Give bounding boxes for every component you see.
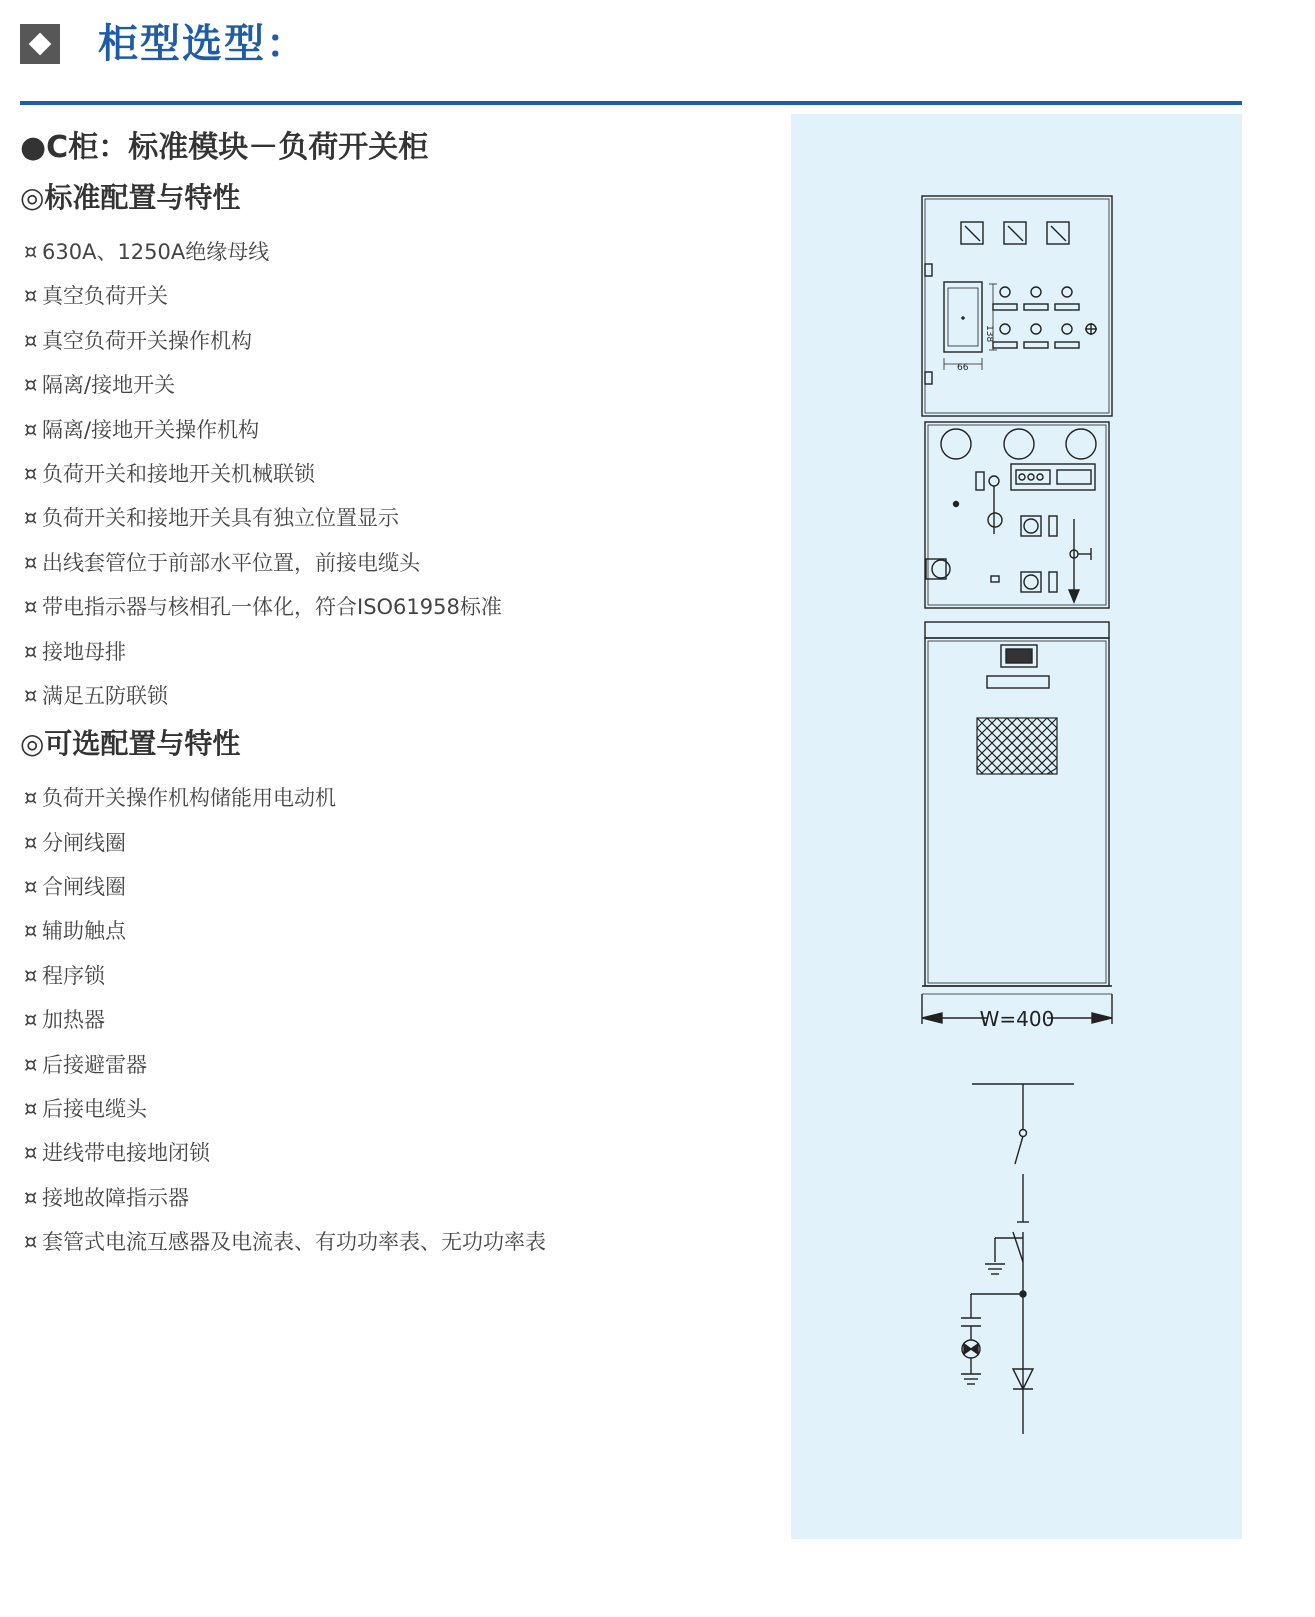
- list-item-text: 合闸线圈: [42, 875, 126, 900]
- list-item: [20, 821, 760, 865]
- list-item: [20, 363, 760, 407]
- list-item: [20, 230, 760, 274]
- list-item: [20, 452, 760, 496]
- list-item: [20, 674, 760, 718]
- list-item-text: 程序锁: [42, 963, 105, 988]
- list-item: [20, 1131, 760, 1175]
- dim-138-label: 138: [984, 325, 994, 343]
- bullet-marker: ¤: [24, 830, 38, 855]
- list-item: [20, 909, 760, 953]
- optional-config-title: ◎可选配置与特性: [20, 727, 241, 761]
- bullet-marker: ¤: [24, 1230, 38, 1255]
- cabinet-description: [20, 126, 760, 1265]
- bullet-marker: ¤: [24, 1008, 38, 1033]
- list-item-text: 负荷开关操作机构储能用电动机: [42, 786, 336, 811]
- list-item: [20, 630, 760, 674]
- list-item-text: 辅助触点: [42, 919, 126, 944]
- list-item: [20, 1043, 760, 1087]
- list-item-text: 接地故障指示器: [42, 1185, 189, 1210]
- meter-icons: [961, 222, 1069, 244]
- optional-config-list: [20, 776, 760, 1264]
- list-item: [20, 585, 760, 629]
- indicator-lamps: [993, 287, 1097, 348]
- bullet-marker: ¤: [24, 1141, 38, 1166]
- bullet-marker: ¤: [24, 595, 38, 620]
- width-label: W=400: [979, 1007, 1055, 1031]
- bullet-marker: ¤: [24, 1097, 38, 1122]
- list-item-text: 隔离/接地开关操作机构: [42, 417, 260, 442]
- list-item-text: 后接避雷器: [42, 1052, 147, 1077]
- list-item-text: 进线带电接地闭锁: [42, 1141, 210, 1166]
- header-diamond-icon: [20, 24, 60, 64]
- cable-compartment: [925, 638, 1109, 986]
- list-item: [20, 865, 760, 909]
- list-item-text: 负荷开关和接地开关机械联锁: [42, 461, 315, 486]
- bullet-marker: ¤: [24, 417, 38, 442]
- list-item-text: 630A、1250A绝缘母线: [42, 240, 270, 264]
- bullet-marker: ¤: [24, 550, 38, 575]
- bullet-marker: ¤: [24, 1052, 38, 1077]
- bullet-marker: ¤: [24, 506, 38, 531]
- bullet-marker: ¤: [24, 373, 38, 398]
- list-item-text: 真空负荷开关: [42, 284, 168, 309]
- bullet-marker: ¤: [24, 240, 38, 264]
- list-item: [20, 274, 760, 318]
- bullet-marker: ¤: [24, 284, 38, 309]
- list-item-text: 负荷开关和接地开关具有独立位置显示: [42, 506, 399, 531]
- dim-66-label: 66: [957, 363, 969, 373]
- list-item: [20, 954, 760, 998]
- bullet-marker: ¤: [24, 328, 38, 353]
- bullet-marker: ¤: [24, 1185, 38, 1210]
- standard-config-list: [20, 230, 760, 718]
- list-item: [20, 776, 760, 820]
- list-item-text: 接地母排: [42, 639, 126, 664]
- bullet-marker: ¤: [24, 786, 38, 811]
- list-item-text: 加热器: [42, 1008, 105, 1033]
- bullet-marker: ¤: [24, 919, 38, 944]
- list-item: [20, 1220, 760, 1264]
- list-item-text: 分闸线圈: [42, 830, 126, 855]
- bullet-marker: ¤: [24, 963, 38, 988]
- cabinet-drawing: [791, 114, 1242, 1539]
- list-item-text: 满足五防联锁: [42, 683, 168, 708]
- list-item: [20, 998, 760, 1042]
- list-item-text: 后接电缆头: [42, 1097, 147, 1122]
- mechanism-compartment: [925, 422, 1109, 608]
- list-item-text: 套管式电流互感器及电流表、有功功率表、无功功率表: [42, 1230, 546, 1255]
- list-item-text: 真空负荷开关操作机构: [42, 328, 252, 353]
- list-item: [20, 541, 760, 585]
- list-item: [20, 496, 760, 540]
- list-item-text: 出线套管位于前部水平位置，前接电缆头: [42, 550, 420, 575]
- standard-config-title: ◎标准配置与特性: [20, 181, 241, 214]
- section-title: ●C柜：标准模块－负荷开关柜: [20, 130, 429, 165]
- bullet-marker: ¤: [24, 461, 38, 486]
- bullet-marker: ¤: [24, 639, 38, 664]
- list-item-text: 带电指示器与核相孔一体化，符合ISO61958标准: [42, 595, 502, 620]
- list-item: [20, 408, 760, 452]
- list-item: [20, 1176, 760, 1220]
- list-item: [20, 319, 760, 363]
- header-divider: [20, 101, 1242, 105]
- list-item: [20, 1087, 760, 1131]
- position-indicator: [1011, 464, 1095, 490]
- vent-grille: [977, 718, 1057, 774]
- page-title: 柜型选型：: [98, 21, 308, 67]
- single-line-diagram: [961, 1084, 1074, 1434]
- list-item-text: 隔离/接地开关: [42, 373, 176, 398]
- bullet-marker: ¤: [24, 683, 38, 708]
- bullet-marker: ¤: [24, 875, 38, 900]
